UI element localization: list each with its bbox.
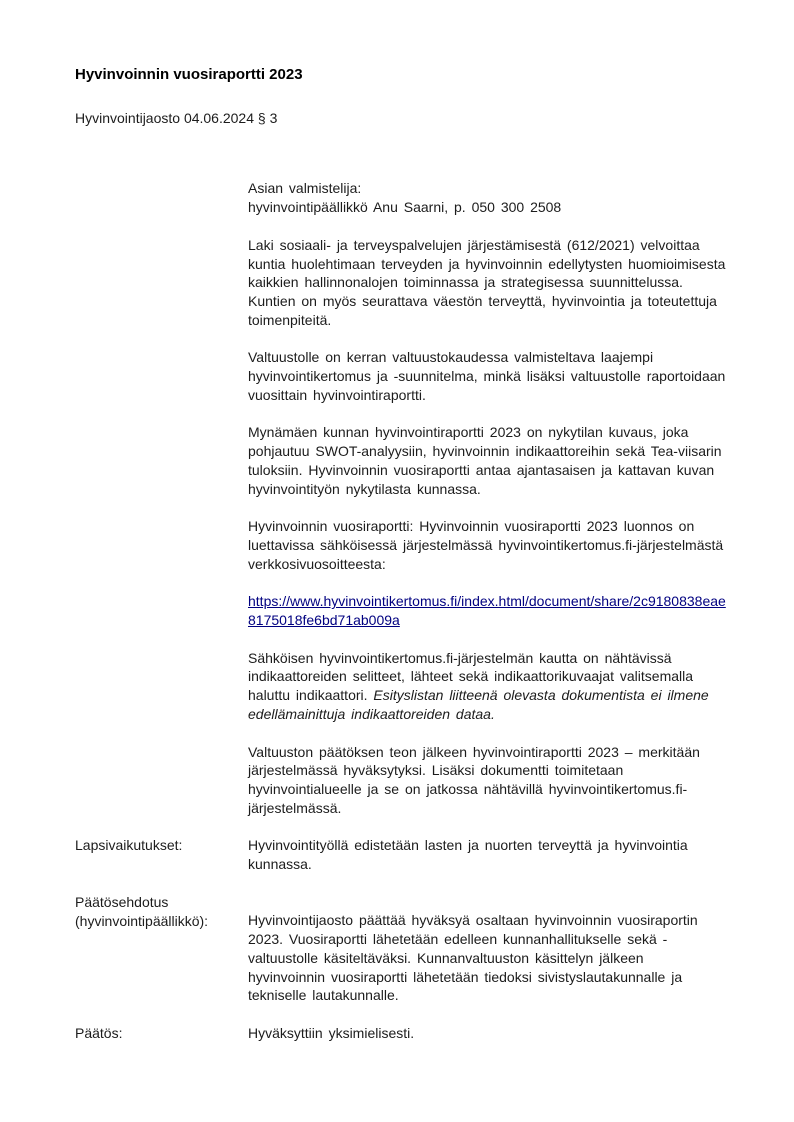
decision-label: Päätös: xyxy=(75,1025,123,1041)
decision-text: Hyväksyttiin yksimielisesti. xyxy=(248,1025,415,1041)
decision-proposal-label: Päätösehdotus xyxy=(75,893,169,910)
report-hyperlink[interactable]: https://www.hyvinvointikertomus.fi/index.html/document/share/2c9180838eae8175018fe6bd71ab009a xyxy=(248,593,726,629)
section-decision-proposal xyxy=(75,893,754,1024)
system-info-italic-note: Esityslistan liitteenä olevasta dokumentista ei ilmene edellämainittuja indikaattoreiden dataa. xyxy=(248,687,709,722)
report-link-paragraph xyxy=(248,592,726,629)
child-impact-label: Lapsivaikutukset: xyxy=(75,837,183,854)
section-child-impact xyxy=(75,836,754,892)
preparer-heading: Asian valmistelija: xyxy=(248,180,362,197)
child-impact-text: Hyvinvointityöllä edistetään lasten ja nuorten terveyttä ja hyvinvointia kunnassa. xyxy=(248,837,688,873)
section-decision xyxy=(75,1024,754,1062)
paragraph-council-reporting: Valtuustolle on kerran valtuustokaudessa valmisteltava laajempi hyvinvointikertomus ja -suunnitelma, minkä lisäksi valtuustolle raportoidaan vuosittain hyvinvointiraportti. xyxy=(248,349,726,403)
system-info-text: Sähköisen hyvinvointikertomus.fi-järjestelmän kautta on nähtävissä indikaattoreiden selitteet, lähteet sekä indikaattorikuvaajat valitsemalla haluttu indikaattori. xyxy=(248,649,694,704)
main-body-section xyxy=(75,179,754,836)
paragraph-decision-process: Valtuuston päätöksen teon jälkeen hyvinvointiraportti 2023 – merkitään järjestelmässä hyväksytyksi. Lisäksi dokumentti toimitetaan hyvinvointialueelle ja se on jatkossa nähtävillä hyvinvointikertomus.fi-järjestelmässä. xyxy=(248,743,700,816)
paragraph-report-availability: Hyvinvoinnin vuosiraportti: Hyvinvoinnin vuosiraportti 2023 luonnos on luettavissa sähköisessä järjestelmässä hyvinvointikertomus.fi-järjestelmästä verkkosivuosoitteesta: xyxy=(248,518,724,572)
paragraph-report-description: Mynämäen kunnan hyvinvointiraportti 2023 on nykytilan kuvaus, joka pohjautuu SWOT-analyysiin, hyvinvoinnin indikaattoreihin sekä Tea-viisarin tuloksiin. Hyvinvoinnin vuosiraportti antaa ajantasaisen ja kattavan kuvan hyvinvointityön nykytilasta kunnassa. xyxy=(248,424,722,497)
document-title: Hyvinvoinnin vuosiraportti 2023 xyxy=(75,66,303,83)
preparer-detail: hyvinvointipäällikkö Anu Saarni, p. 050 300 2508 xyxy=(248,199,562,216)
paragraph-system-info xyxy=(248,649,726,724)
paragraph-legal-basis: Laki sosiaali- ja terveyspalvelujen järjestämisestä (612/2021) velvoittaa kuntia huolehtimaan terveyden ja hyvinvoinnin edellytysten huomioimisesta kaikkien hallinnonalojen toiminnassa ja strategisessa suunnittelussa. Kuntien on myös seurattava väestön terveyttä, hyvinvointia ja toteutettuja toimenpiteitä. xyxy=(248,236,726,328)
document-meta: Hyvinvointijaosto 04.06.2024 § 3 xyxy=(75,109,278,126)
decision-proposal-text: Hyvinvointijaosto päättää hyväksyä osaltaan hyvinvoinnin vuosiraportin 2023. Vuosiraportti lähetetään edelleen kunnanhallitukselle sekä -valtuustolle käsiteltäväksi. Kunnanvaltuuston käsittelyn jälkeen hyvinvoinnin vuosiraportti lähetetään tiedoksi sivistyslautakunnalle ja tekniselle lautakunnalle. xyxy=(248,912,698,1004)
decision-proposal-label-role: (hyvinvointipäällikkö): xyxy=(75,912,209,929)
